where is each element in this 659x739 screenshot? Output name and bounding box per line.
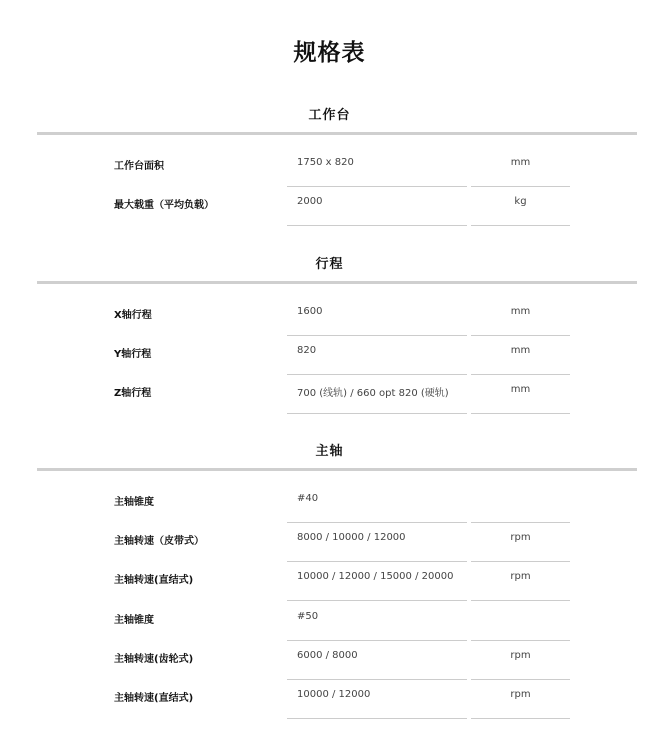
section-travel (0, 255, 659, 275)
spec-value: #40 (297, 493, 319, 504)
spec-value-cell (287, 186, 467, 226)
spec-unit-cell (471, 483, 570, 523)
spec-value-cell (287, 374, 467, 414)
spec-label: 主轴锥度 (114, 615, 154, 626)
spec-value-cell (287, 483, 467, 523)
spec-value-cell (287, 679, 467, 719)
spec-unit-cell (471, 335, 570, 375)
spec-label: 主轴转速（皮带式） (114, 536, 204, 547)
spec-row (0, 335, 659, 374)
spec-row (0, 640, 659, 679)
spec-label: Z轴行程 (114, 388, 152, 399)
spec-value: 1750 x 820 (297, 157, 354, 168)
spec-value: #50 (297, 611, 319, 622)
spec-unit: rpm (510, 571, 531, 582)
spec-row (0, 679, 659, 718)
spec-row (0, 374, 659, 413)
spec-row (0, 561, 659, 600)
spec-label: Y轴行程 (114, 349, 152, 360)
spec-label: 主轴转速(直结式) (114, 693, 194, 704)
spec-unit: rpm (510, 689, 531, 700)
spec-unit: mm (510, 345, 531, 356)
spec-value-cell (287, 335, 467, 375)
section-title: 工作台 (308, 108, 351, 123)
section-worktable (0, 106, 659, 126)
spec-value: 10000 / 12000 / 15000 / 20000 (297, 571, 454, 582)
spec-unit-cell (471, 640, 570, 680)
spec-label: 最大载重（平均负载） (114, 200, 214, 211)
spec-unit-cell (471, 601, 570, 641)
spec-label: 主轴转速(齿轮式) (114, 654, 194, 665)
spec-value-cell (287, 522, 467, 562)
spec-row (0, 601, 659, 640)
spec-row (0, 296, 659, 335)
spec-row (0, 522, 659, 561)
section-divider (37, 281, 637, 284)
spec-unit-cell (471, 561, 570, 601)
section-divider (37, 132, 637, 135)
spec-unit: kg (514, 196, 527, 207)
spec-label: 主轴锥度 (114, 497, 154, 508)
spec-unit-cell (471, 147, 570, 187)
section-title: 行程 (315, 257, 344, 272)
spec-label: 主轴转速(直结式) (114, 575, 194, 586)
spec-value: 820 (297, 345, 317, 356)
spec-unit-cell (471, 374, 570, 414)
spec-value-cell (287, 601, 467, 641)
section-spindle (0, 442, 659, 462)
spec-value: 10000 / 12000 (297, 689, 371, 700)
spec-unit-cell (471, 296, 570, 336)
spec-value: 6000 / 8000 (297, 650, 358, 661)
spec-unit: mm (510, 306, 531, 317)
spec-unit: mm (510, 384, 531, 395)
spec-value-cell (287, 640, 467, 680)
spec-value-cell (287, 561, 467, 601)
spec-value: 700 (线轨) / 660 opt 820 (硬轨) (297, 388, 449, 399)
spec-value-cell (287, 296, 467, 336)
spec-row (0, 147, 659, 186)
page-title: 规格表 (293, 40, 366, 66)
spec-value: 2000 (297, 196, 323, 207)
spec-unit: rpm (510, 532, 531, 543)
spec-label: X轴行程 (114, 310, 152, 321)
spec-row (0, 483, 659, 522)
spec-unit: mm (510, 157, 531, 168)
spec-unit-cell (471, 186, 570, 226)
spec-value-cell (287, 147, 467, 187)
spec-unit-cell (471, 522, 570, 562)
spec-value: 8000 / 10000 / 12000 (297, 532, 406, 543)
spec-unit: rpm (510, 650, 531, 661)
section-title: 主轴 (315, 444, 344, 459)
spec-row (0, 186, 659, 225)
spec-label: 工作台面积 (114, 161, 164, 172)
section-divider (37, 468, 637, 471)
spec-value: 1600 (297, 306, 323, 317)
spec-unit-cell (471, 679, 570, 719)
